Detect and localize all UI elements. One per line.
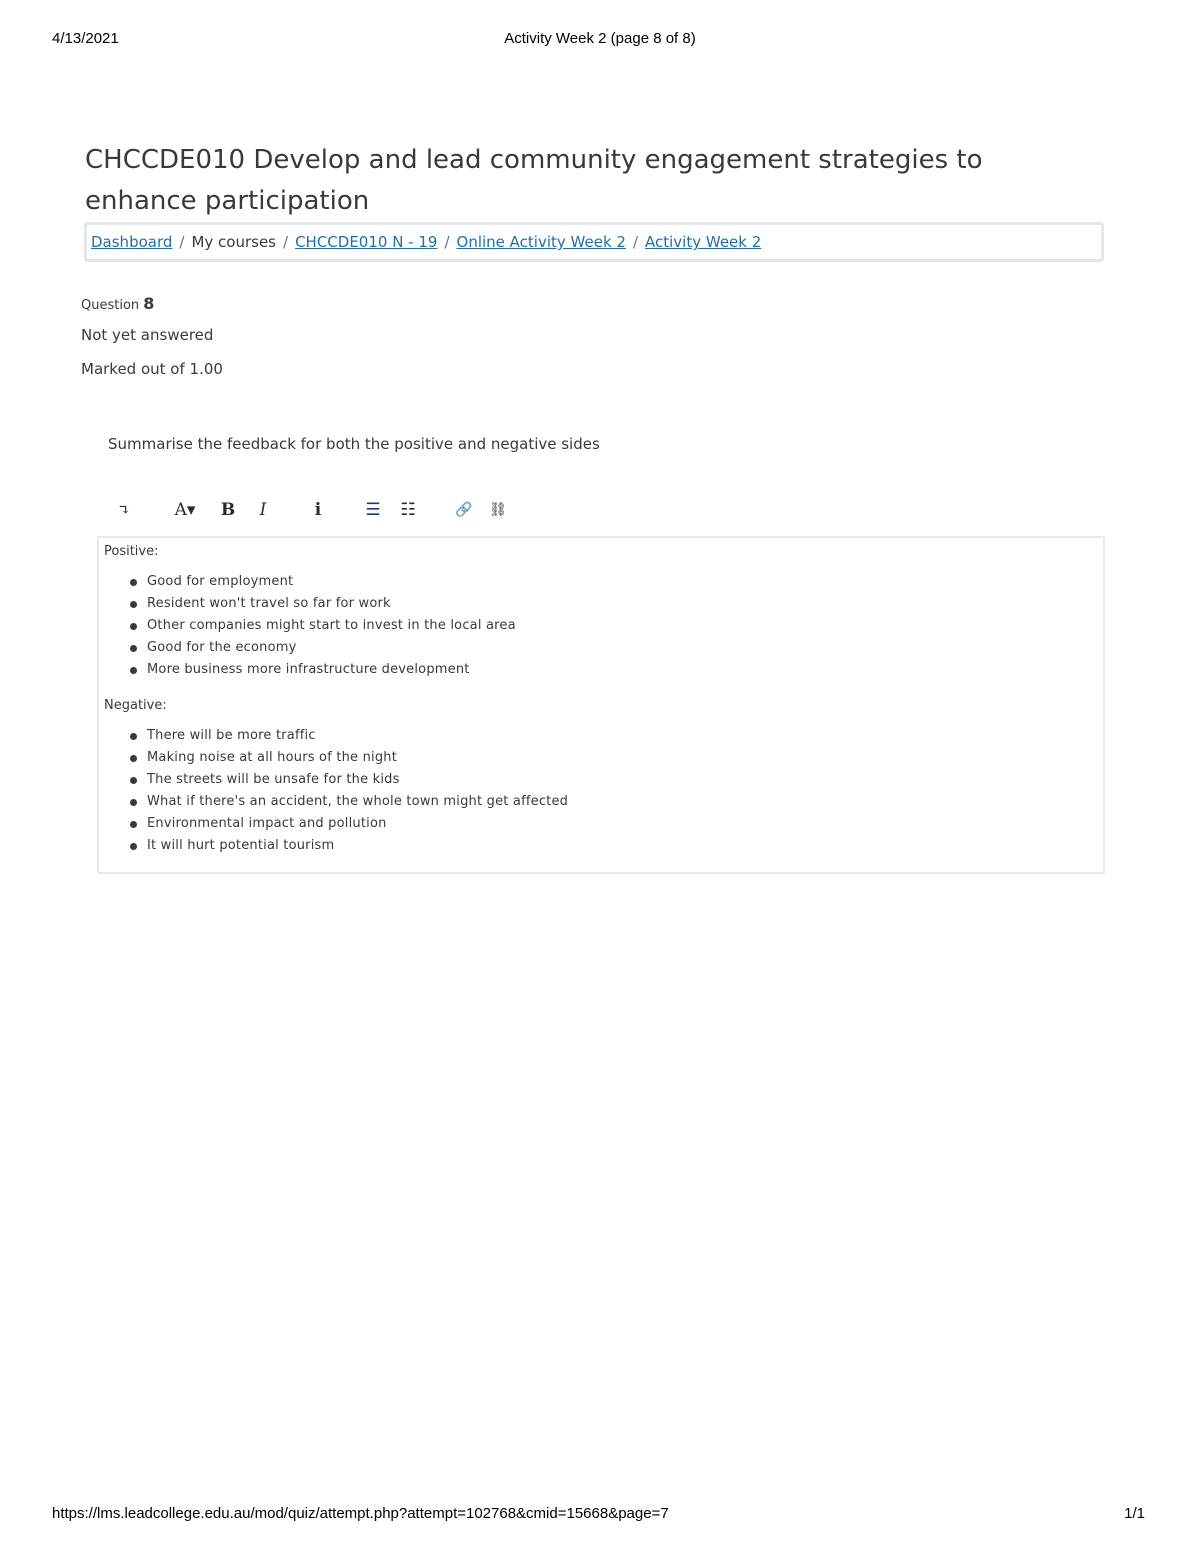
print-page-count: 1/1 [1124, 1505, 1145, 1522]
breadcrumb-dashboard-link[interactable]: Dashboard [91, 233, 173, 251]
list-item: What if there's an accident, the whole town might get affected [127, 791, 568, 813]
italic-icon[interactable]: I [259, 500, 267, 520]
breadcrumb-course-link[interactable]: CHCCDE010 N - 19 [295, 233, 438, 251]
list-item: Good for the economy [127, 637, 516, 659]
font-color-icon[interactable]: A▾ [174, 500, 196, 520]
list-item: Making noise at all hours of the night [127, 747, 568, 769]
answer-editor[interactable] [97, 536, 1105, 874]
link-icon[interactable]: 🔗 [455, 502, 473, 518]
list-item: Resident won't travel so far for work [127, 593, 516, 615]
print-date: 4/13/2021 [52, 30, 119, 47]
question-number [81, 294, 154, 313]
breadcrumb-activity-link[interactable]: Activity Week 2 [645, 233, 762, 251]
question-number-value: 8 [143, 294, 155, 313]
breadcrumb-section-link[interactable]: Online Activity Week 2 [456, 233, 626, 251]
positive-list [127, 571, 516, 681]
breadcrumb-separator: / [444, 233, 450, 251]
question-text: Summarise the feedback for both the positive and negative sides [108, 435, 600, 453]
list-item: There will be more traffic [127, 725, 568, 747]
unlink-icon[interactable]: ⛓ [489, 502, 507, 518]
ordered-list-icon[interactable]: ☷ [400, 500, 416, 520]
question-grade: Marked out of 1.00 [81, 360, 223, 378]
collapse-icon[interactable]: ↴ [117, 501, 131, 519]
breadcrumb-my-courses: My courses [191, 233, 276, 251]
list-item: Environmental impact and pollution [127, 813, 568, 835]
breadcrumb [84, 222, 1104, 262]
question-state: Not yet answered [81, 326, 214, 344]
editor-toolbar [108, 497, 528, 523]
negative-label: Negative: [104, 698, 167, 713]
breadcrumb-separator: / [632, 233, 639, 251]
list-item: More business more infrastructure development [127, 659, 516, 681]
list-item: It will hurt potential tourism [127, 835, 568, 857]
list-item: Good for employment [127, 571, 516, 593]
print-url: https://lms.leadcollege.edu.au/mod/quiz/attempt.php?attempt=102768&cmid=15668&page=7 [52, 1505, 669, 1522]
negative-list [127, 725, 568, 857]
bold-icon[interactable]: B [220, 500, 236, 520]
breadcrumb-separator: / [283, 233, 289, 251]
question-label: Question [81, 298, 140, 313]
unordered-list-icon[interactable]: ☰ [365, 500, 381, 520]
print-page-title: Activity Week 2 (page 8 of 8) [504, 30, 696, 47]
positive-label: Positive: [104, 544, 159, 559]
page-title: CHCCDE010 Develop and lead community engagement strategies to enhance participation [85, 145, 983, 216]
list-item: The streets will be unsafe for the kids [127, 769, 568, 791]
breadcrumb-separator: / [179, 233, 185, 251]
info-icon[interactable]: i [314, 500, 322, 520]
list-item: Other companies might start to invest in the local area [127, 615, 516, 637]
